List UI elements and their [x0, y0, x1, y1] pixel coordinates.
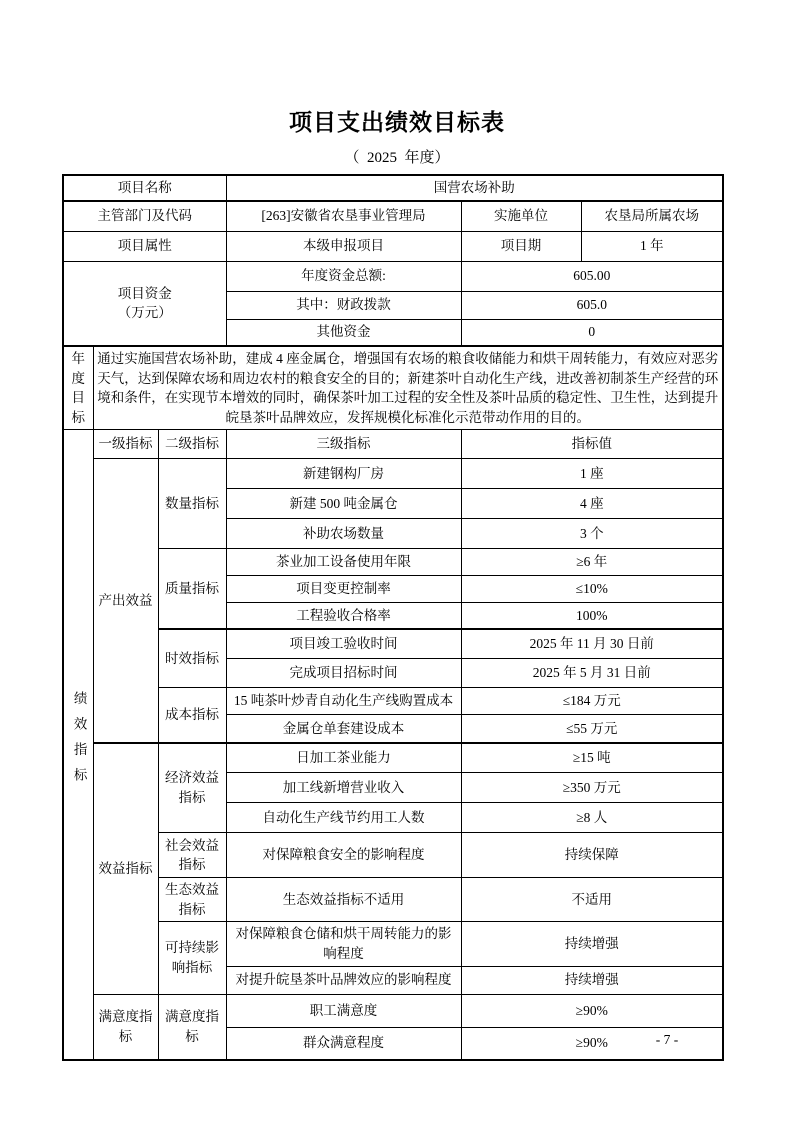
- indicator-l3: 对保障粮食仓储和烘干周转能力的影响程度: [226, 922, 461, 966]
- l2-group-economic: 经济效益指标: [158, 743, 226, 833]
- indicator-value: ≤10%: [461, 576, 723, 603]
- indicators-side-label-text: 绩效指标: [71, 690, 87, 793]
- fund-fiscal-label: 其中：财政拨款: [226, 291, 461, 319]
- indicator-l3: 新建钢构厂房: [226, 459, 461, 489]
- indicator-value: 100%: [461, 603, 723, 629]
- row-annual-goal: [63, 346, 723, 430]
- indicator-value: ≥90%: [461, 1027, 723, 1060]
- indicator-l3: 项目竣工验收时间: [226, 629, 461, 659]
- dept-value: [263]安徽省农垦事业管理局: [226, 201, 461, 231]
- indicator-value: 2025 年 5 月 31 日前: [461, 659, 723, 688]
- row-attr: [63, 231, 723, 261]
- indicator-l3: 金属仓单套建设成本: [226, 715, 461, 743]
- indicator-l3: 日加工茶业能力: [226, 743, 461, 773]
- page-number: - 7 -: [655, 1032, 679, 1047]
- annual-goal-label-line2: 目标: [71, 390, 85, 425]
- annual-goal-label-line1: 年度: [71, 351, 85, 386]
- l2-group-timeliness: 时效指标: [158, 629, 226, 688]
- indicator-row: [63, 549, 723, 576]
- l1-group-output: 产出效益: [93, 459, 158, 743]
- indicator-value: 3 个: [461, 519, 723, 549]
- row-fund-total: [63, 261, 723, 291]
- impl-unit-value: 农垦局所属农场: [581, 201, 723, 231]
- indicator-value: ≥350 万元: [461, 773, 723, 803]
- indicator-value: 1 座: [461, 459, 723, 489]
- indicator-value: 不适用: [461, 878, 723, 922]
- impl-unit-label: 实施单位: [461, 201, 581, 231]
- l1-group-satisfaction: 满意度指标: [93, 994, 158, 1060]
- performance-target-table: [62, 174, 724, 1061]
- l2-group-ecological: 生态效益指标: [158, 878, 226, 922]
- project-name-label: 项目名称: [63, 175, 226, 201]
- l2-group-social: 社会效益指标: [158, 833, 226, 878]
- header-level1: 一级指标: [93, 430, 158, 459]
- indicator-value: ≥8 人: [461, 803, 723, 833]
- indicator-l3: 加工线新增营业收入: [226, 773, 461, 803]
- indicator-row: [63, 688, 723, 715]
- indicator-l3: 茶业加工设备使用年限: [226, 549, 461, 576]
- indicator-row: [63, 743, 723, 773]
- l2-group-quantity: 数量指标: [158, 459, 226, 549]
- indicator-value: ≤184 万元: [461, 688, 723, 715]
- indicator-l3: 15 吨茶叶炒青自动化生产线购置成本: [226, 688, 461, 715]
- indicator-value: ≤55 万元: [461, 715, 723, 743]
- indicator-row: [63, 629, 723, 659]
- attr-value: 本级申报项目: [226, 231, 461, 261]
- indicator-l3: 工程验收合格率: [226, 603, 461, 629]
- indicator-row: [63, 459, 723, 489]
- indicator-value: 持续保障: [461, 833, 723, 878]
- indicator-l3: 生态效益指标不适用: [226, 878, 461, 922]
- annual-goal-text: 通过实施国营农场补助，建成 4 座金属仓，增强国有农场的粮食收储能力和烘干周转能力，有效应对恶劣天气，达到保障农场和周边农村的粮食安全的目的；新建茶叶自动化生产线，进改善初制茶生产经营的环境和条件，在实现节本增效的同时，确保茶叶加工过程的安全性及茶叶品质的稳定性、卫生性，达到提升皖垦茶叶品牌效应，发挥规模化标准化示范带动作用的目的。: [93, 346, 723, 430]
- indicator-value: 持续增强: [461, 966, 723, 994]
- fund-total-label: 年度资金总额:: [226, 261, 461, 291]
- l2-group-quality: 质量指标: [158, 549, 226, 629]
- annual-goal-label: [63, 346, 93, 430]
- indicator-row: [63, 833, 723, 878]
- indicator-row: [63, 878, 723, 922]
- l2-group-sustain: 可持续影响指标: [158, 922, 226, 994]
- indicator-l3: 对提升皖垦茶叶品牌效应的影响程度: [226, 966, 461, 994]
- row-indicators-header: [63, 430, 723, 459]
- funds-label: [63, 261, 226, 346]
- indicator-l3: 职工满意度: [226, 994, 461, 1027]
- page-title: 项目支出绩效目标表: [289, 109, 505, 135]
- fund-other-value: 0: [461, 319, 723, 346]
- period-label: 项目期: [461, 231, 581, 261]
- indicator-l3: 补助农场数量: [226, 519, 461, 549]
- fund-fiscal-value: 605.0: [461, 291, 723, 319]
- indicator-l3: 项目变更控制率: [226, 576, 461, 603]
- l2-group-cost: 成本指标: [158, 688, 226, 743]
- l1-group-benefit: 效益指标: [93, 743, 158, 994]
- indicator-l3: 群众满意程度: [226, 1027, 461, 1060]
- indicator-value: 4 座: [461, 489, 723, 519]
- indicator-l3: 新建 500 吨金属仓: [226, 489, 461, 519]
- row-project-name: [63, 175, 723, 201]
- fund-total-value: 605.00: [461, 261, 723, 291]
- period-value: 1 年: [581, 231, 723, 261]
- indicator-value: 持续增强: [461, 922, 723, 966]
- indicator-l3: 自动化生产线节约用工人数: [226, 803, 461, 833]
- indicator-l3: 完成项目招标时间: [226, 659, 461, 688]
- fund-other-label: 其他资金: [226, 319, 461, 346]
- indicator-l3: 对保障粮食安全的影响程度: [226, 833, 461, 878]
- dept-label: 主管部门及代码: [63, 201, 226, 231]
- indicators-side-label: [63, 430, 93, 1060]
- indicator-value: ≥6 年: [461, 549, 723, 576]
- header-level2: 二级指标: [158, 430, 226, 459]
- funds-label-line1: 项目资金: [117, 285, 172, 301]
- indicator-row: [63, 994, 723, 1027]
- indicator-value: 2025 年 11 月 30 日前: [461, 629, 723, 659]
- l2-group-satisfaction: 满意度指标: [158, 994, 226, 1060]
- project-name-value: 国营农场补助: [226, 175, 723, 201]
- indicator-value: ≥90%: [461, 994, 723, 1027]
- header-level3: 三级指标: [226, 430, 461, 459]
- header-value: 指标值: [461, 430, 723, 459]
- indicator-row: [63, 922, 723, 966]
- funds-label-line2: （万元）: [117, 305, 172, 321]
- row-dept: [63, 201, 723, 231]
- indicator-value: ≥15 吨: [461, 743, 723, 773]
- page-subtitle: （ 2025 年度）: [344, 150, 450, 166]
- attr-label: 项目属性: [63, 231, 226, 261]
